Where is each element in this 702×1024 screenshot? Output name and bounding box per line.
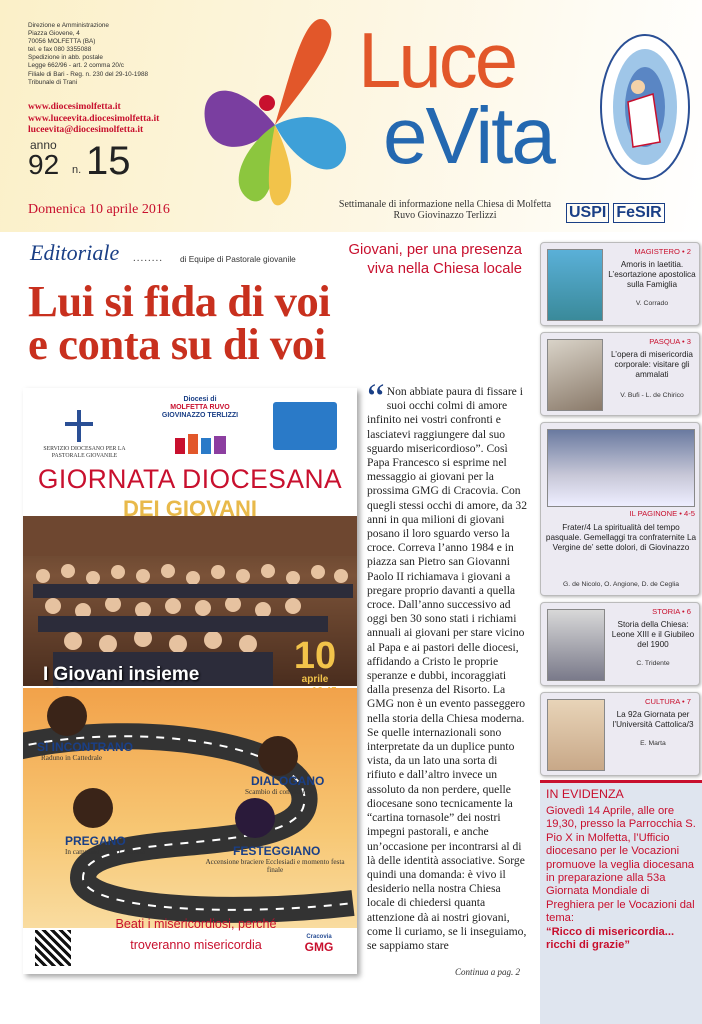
publisher-address: Direzione e Amministrazione Piazza Giovene, 4 70056 MOLFETTA (BA) tel. e fax 080 3355088 Spedizione in abb. postale Legge 662/96 - art. 2 comma 20/c Filiale di Bari - Reg. n. 230 del 29-10-1988 Tribunale di Trani [28, 22, 149, 86]
title-evita: eVita [383, 91, 554, 180]
sidebar-card-storia[interactable]: STORIA • 6 Storia della Chiesa: Leone XIII e il Giubileo del 1900 C. Tridente [540, 602, 700, 686]
step-1-title: SI INCONTRANO [37, 740, 133, 754]
website-link[interactable]: www.diocesimolfetta.it [28, 101, 121, 112]
step-2-title: DIALOGANO [251, 774, 325, 788]
pope-photo-thumb [547, 339, 603, 411]
editorial-kicker: Giovani, per una presenza viva nella Chiesa locale [348, 242, 522, 277]
ecclesiadi-logo [273, 402, 337, 450]
cross-icon [61, 408, 97, 444]
in-evidenza-heading: IN EVIDENZA [546, 787, 624, 801]
qr-code[interactable] [35, 930, 71, 966]
step-4-sub: Accensione braciere Ecclesiadi e momento festa finale [205, 858, 345, 874]
step-4-title: FESTEGGIANO [233, 844, 321, 858]
step-2-sub: Scambio di conoscenze [245, 788, 313, 796]
contact-links [28, 101, 159, 136]
in-evidenza-text: Giovedì 14 Aprile, alle ore 19,30, presso la Parrocchia S. Pio X in Molfetta, l’Ufficio diocesano per le Vocazioni promuove la veglia diocesana in preparazione alla 53a Giornata Mondiale di Preghiera per le Vocazioni dal tema: [546, 805, 696, 925]
poster-date: 10 aprile [293, 635, 337, 685]
poster-title: GIORNATA DIOCESANA [37, 464, 343, 494]
issue-number: 15 [86, 139, 131, 183]
stpeter-photo-thumb [547, 609, 605, 681]
poster-road-section [23, 688, 357, 928]
usp-fisc-logos: USPI FeSIR [566, 202, 692, 224]
poster-beati: Beati i misericordiosi, perché troveranno misericordia [115, 917, 277, 952]
butterfly-logo-icon [195, 15, 355, 215]
sidebar-card-magistero[interactable]: MAGISTERO • 2 Amoris in laetitia. L’esortazione apostolica sulla Famiglia V. Corrado [540, 242, 700, 326]
continue-link[interactable]: Continua a pag. 2 [455, 967, 521, 977]
title-luce: Luce [358, 16, 516, 104]
step-1-sub: Raduno in Cattedrale [41, 754, 103, 762]
step-3-title: PREGANO [65, 834, 126, 848]
book-cover-thumb [547, 249, 603, 321]
university-poster-thumb [547, 699, 605, 771]
poster-diocese: Diocesi di MOLFETTA RUVO GIOVINAZZO TERLIZZI [161, 396, 239, 419]
step-3-sub: In cammino verso Cracovia [65, 848, 145, 856]
gmg-logo: Cracovia GMG [304, 934, 334, 954]
editorial-byline: di Equipe di Pastorale giovanile [180, 254, 296, 264]
churches-icon [173, 428, 229, 454]
poster-header [23, 388, 357, 462]
masthead-subtitle: Settimanale di informazione nella Chiesa di Molfetta Ruvo Giovinazzo Terlizzi [338, 199, 552, 221]
sidebar-card-pasqua[interactable]: PASQUA • 3 L’opera di misericordia corporale: visitare gli ammalati V. Bufi - L. de Chirico [540, 332, 700, 416]
headline: Lui si fida di voi e conta su di voi [28, 276, 331, 369]
sidebar-card-cultura[interactable]: CULTURA • 7 La 92a Giornata per l’Università Cattolica/3 E. Marta [540, 692, 700, 776]
editorial-label: Editoriale [30, 240, 120, 265]
confraternity-photo-thumb [547, 429, 695, 507]
in-evidenza-box [540, 780, 702, 1024]
editorial-dots: ........ [133, 252, 163, 264]
poster-slogan: I Giovani insieme [43, 664, 200, 685]
editorial-body: “ Non abbiate paura di fissare i suoi occhi colmi di amore infinito nei vostri confronti e lasciatevi raggiungere dal suo sguardo misericordioso”. Così Papa Francesco si esprime nel messaggio ai giovani per la prossima GMG di Cracovia. Con quegli stessi occhi di amore, da 32 anni in qua milioni di giovani posano il loro sguardo verso la croce. Correva l’anno 1984 e in piazza san Pietro san Giovanni Paolo II richiamava i giovani a pregare proprio davanti a quella croce. Dall’anno successivo ad oggi ben 30 sono stati i richiami annuali ai giovani per stare vicino al Papa e ai pastori delle diocesi, affidando a Cristo le proprie speranze e dubbi, incoraggiati dalla presenza del Risorto. La GMG non è un evento passeggero nella storia della Chiesa moderna. Se quelle internazionali sono interpretate da un duplice punto vista, da un lato una sorta di rifiuto e dall’altro invece un assoluto da non perdere, quelle diocesane sono tecnicamente la “cartina tornasole” dei nostri impegni pastorali, e anche un’occasione per incontrarsi al di là delle identità associative. Sorge quindi una domanda: è vivo il desiderio nella nostra Chiesa locale di chiedersi quanta attenzione dà ai nostri giovani, come li curiamo, se li inseguiamo, se sappiamo stare [367, 375, 528, 952]
issue-label: n. [72, 164, 82, 176]
event-poster [23, 388, 357, 974]
email-link[interactable]: luceevita@diocesimolfetta.it [28, 124, 144, 136]
poster-service: SERVIZIO DIOCESANO PER LA PASTORALE GIOVANILE [43, 446, 126, 459]
issue-date: Domenica 10 aprile 2016 [28, 202, 170, 217]
sidebar-card-paginone[interactable]: IL PAGINONE • 4-5 Frater/4 La spiritualità del tempo pasquale. Gemellaggi tra confraternite La Vergine de’ sette dolori, di Giovinazzo G. de Nicolo, O. Angione, D. de Ceglia [540, 422, 700, 596]
site-link[interactable]: www.luceevita.diocesimolfetta.it [28, 112, 160, 124]
anno-label: anno [30, 138, 57, 152]
poster-subtitle: DEI GIOVANI [122, 496, 258, 521]
jubilee-logo-icon [598, 32, 692, 182]
anno-number: 92 [28, 149, 60, 180]
in-evidenza-theme: “Ricco di misericordia... ricchi di grazie” [546, 925, 675, 952]
